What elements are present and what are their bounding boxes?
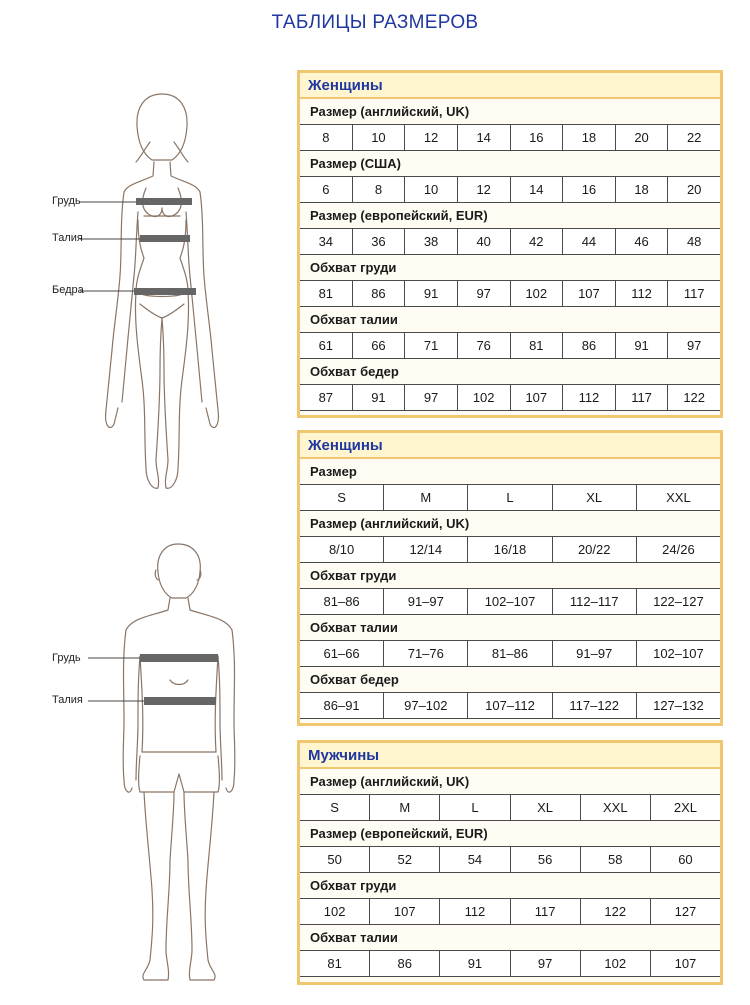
table-cell: 117–122 — [553, 693, 637, 718]
table-cell: 107 — [511, 385, 564, 410]
table-cell: 91 — [616, 333, 669, 358]
table-cell: 112 — [616, 281, 669, 306]
table-cell: 20 — [616, 125, 669, 150]
table-cell: 12 — [405, 125, 458, 150]
table-cell: 76 — [458, 333, 511, 358]
table-cell: 112–117 — [553, 589, 637, 614]
table-cell: S — [300, 795, 370, 820]
table-cell: 18 — [563, 125, 616, 150]
table-cell: 20 — [686, 182, 702, 197]
table-cell: 97 — [511, 951, 581, 976]
man-figure-illustration — [40, 530, 280, 1000]
row-label: Обхват груди — [310, 878, 397, 893]
table-cell: 40 — [458, 229, 511, 254]
table-cell: 117 — [683, 286, 705, 301]
man-chest-label: Грудь — [52, 652, 81, 664]
table-cell: 18 — [616, 177, 669, 202]
women-letter-size-table — [297, 430, 723, 726]
row-label: Обхват груди — [310, 568, 397, 583]
row-label: Размер (европейский, EUR) — [310, 208, 488, 223]
table-cell: 91 — [440, 951, 510, 976]
woman-hips-label: Бедра — [52, 284, 84, 296]
table-cell: 38 — [405, 229, 458, 254]
table-cell: 52 — [370, 847, 440, 872]
row-label: Размер (английский, UK) — [310, 774, 470, 789]
table-cell: 12 — [458, 177, 511, 202]
table-cell: 24/26 — [662, 542, 695, 557]
table-row — [300, 280, 720, 307]
table-cell: 61–66 — [300, 641, 384, 666]
table-cell: 60 — [678, 852, 693, 867]
row-label: Обхват бедер — [310, 364, 399, 379]
women-size-table — [297, 70, 723, 418]
table-cell: 10 — [353, 125, 406, 150]
table-cell: 14 — [511, 177, 564, 202]
table-header: Женщины — [300, 433, 720, 459]
table-cell: XL — [511, 795, 581, 820]
row-label: Размер — [310, 464, 357, 479]
row-label: Размер (США) — [310, 156, 401, 171]
table-row — [300, 794, 720, 821]
table-cell: L — [440, 795, 510, 820]
table-cell: 10 — [405, 177, 458, 202]
man-figure-icon — [40, 530, 280, 1000]
table-cell: 122–127 — [653, 594, 704, 609]
table-cell: L — [468, 485, 552, 510]
table-cell: 91 — [353, 385, 406, 410]
table-cell: 14 — [458, 125, 511, 150]
row-label: Обхват талии — [310, 930, 398, 945]
table-cell: 102 — [581, 951, 651, 976]
table-row — [300, 588, 720, 615]
table-cell: 54 — [440, 847, 510, 872]
table-cell: 81 — [300, 951, 370, 976]
table-cell: 102 — [458, 385, 511, 410]
table-cell: 81 — [300, 281, 353, 306]
table-cell: 12/14 — [384, 537, 468, 562]
table-row — [300, 536, 720, 563]
table-cell: 86 — [370, 951, 440, 976]
row-label: Обхват груди — [310, 260, 397, 275]
table-cell: 102 — [300, 899, 370, 924]
woman-chest-label: Грудь — [52, 195, 81, 207]
table-cell: 61 — [300, 333, 353, 358]
table-cell: 102–107 — [653, 646, 704, 661]
table-cell: 20/22 — [553, 537, 637, 562]
table-cell: 16/18 — [468, 537, 552, 562]
table-cell: 91–97 — [553, 641, 637, 666]
table-cell: 86 — [353, 281, 406, 306]
table-row — [300, 640, 720, 667]
table-cell: 112 — [440, 899, 510, 924]
table-cell: XXL — [666, 490, 691, 505]
table-row — [300, 846, 720, 873]
table-cell: 22 — [686, 130, 702, 145]
table-cell: 42 — [511, 229, 564, 254]
table-cell: 91 — [405, 281, 458, 306]
table-cell: 91–97 — [384, 589, 468, 614]
table-cell: 117 — [511, 899, 581, 924]
table-cell: M — [384, 485, 468, 510]
table-cell: 107–112 — [468, 693, 552, 718]
table-row — [300, 332, 720, 359]
table-cell: 117 — [616, 385, 669, 410]
table-cell: 107 — [674, 956, 697, 971]
table-cell: 46 — [616, 229, 669, 254]
table-row — [300, 124, 720, 151]
table-cell: 16 — [563, 177, 616, 202]
row-label: Размер (европейский, EUR) — [310, 826, 488, 841]
table-cell: 48 — [686, 234, 702, 249]
table-cell: 97 — [686, 338, 702, 353]
table-cell: S — [300, 485, 384, 510]
table-header: Мужчины — [300, 743, 720, 769]
table-cell: 97 — [405, 385, 458, 410]
table-cell: 81–86 — [468, 641, 552, 666]
table-cell: 86 — [563, 333, 616, 358]
table-row — [300, 228, 720, 255]
table-cell: 127–132 — [653, 698, 704, 713]
table-cell: 2XL — [673, 800, 698, 815]
man-waist-label: Талия — [52, 694, 83, 706]
table-cell: XL — [553, 485, 637, 510]
table-cell: 6 — [300, 177, 353, 202]
table-cell: 87 — [300, 385, 353, 410]
table-cell: 8 — [300, 125, 353, 150]
table-cell: 8/10 — [300, 537, 384, 562]
table-cell: 122 — [683, 390, 706, 405]
table-row — [300, 176, 720, 203]
table-cell: 81 — [511, 333, 564, 358]
table-cell: 107 — [370, 899, 440, 924]
table-cell: XXL — [581, 795, 651, 820]
table-row — [300, 484, 720, 511]
table-row — [300, 898, 720, 925]
table-cell: 44 — [563, 229, 616, 254]
table-cell: 71–76 — [384, 641, 468, 666]
table-cell: 122 — [581, 899, 651, 924]
table-cell: 34 — [300, 229, 353, 254]
table-cell: 127 — [674, 904, 697, 919]
table-cell: 66 — [353, 333, 406, 358]
row-label: Размер (английский, UK) — [310, 104, 470, 119]
table-cell: 36 — [353, 229, 406, 254]
table-row — [300, 692, 720, 719]
men-size-table — [297, 740, 723, 985]
table-cell: 8 — [353, 177, 406, 202]
row-label: Обхват бедер — [310, 672, 399, 687]
table-cell: 86–91 — [300, 693, 384, 718]
table-cell: 97 — [458, 281, 511, 306]
table-cell: 107 — [563, 281, 616, 306]
table-cell: 56 — [511, 847, 581, 872]
table-cell: 58 — [581, 847, 651, 872]
woman-waist-label: Талия — [52, 232, 83, 244]
table-cell: 102 — [511, 281, 564, 306]
row-label: Размер (английский, UK) — [310, 516, 470, 531]
row-label: Обхват талии — [310, 620, 398, 635]
table-cell: 112 — [563, 385, 616, 410]
table-cell: 71 — [405, 333, 458, 358]
row-label: Обхват талии — [310, 312, 398, 327]
table-row — [300, 950, 720, 977]
page-title: ТАБЛИЦЫ РАЗМЕРОВ — [271, 12, 479, 33]
table-cell: 97–102 — [384, 693, 468, 718]
table-row — [300, 384, 720, 411]
table-cell: 50 — [300, 847, 370, 872]
table-header: Женщины — [300, 73, 720, 99]
table-cell: 16 — [511, 125, 564, 150]
table-cell: M — [370, 795, 440, 820]
table-cell: 81–86 — [300, 589, 384, 614]
table-cell: 102–107 — [468, 589, 552, 614]
